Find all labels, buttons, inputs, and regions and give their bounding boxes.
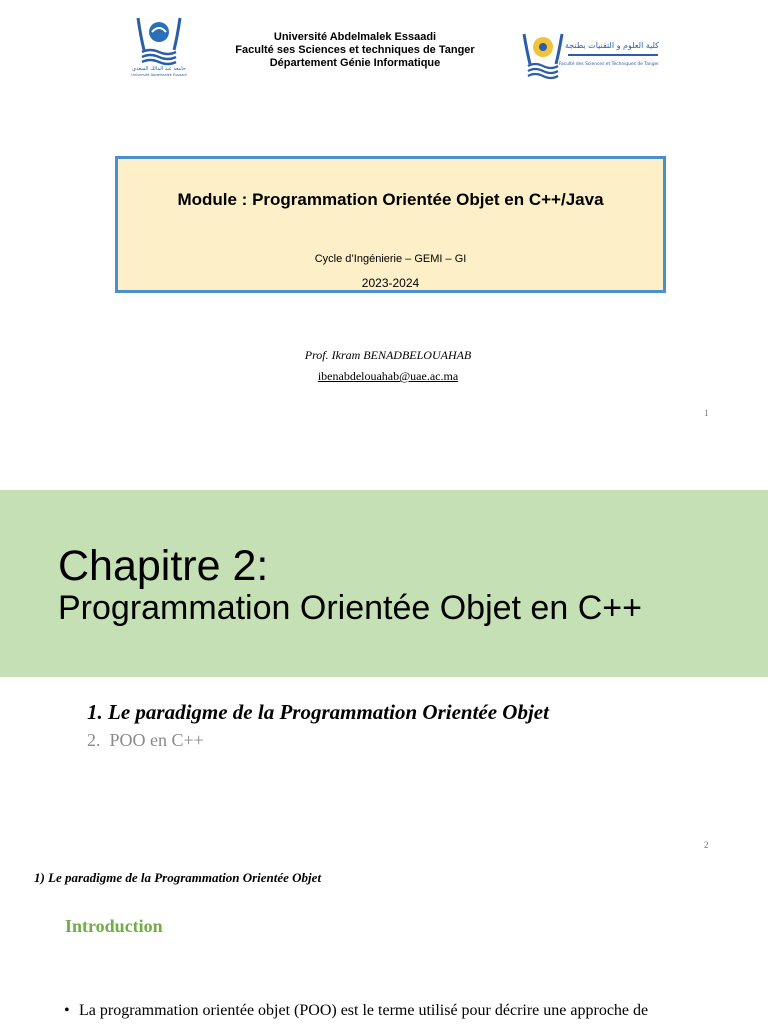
chapter-number: Chapitre 2: xyxy=(58,542,269,590)
professor-email-link[interactable]: ibenabdelouahab@uae.ac.ma xyxy=(317,369,459,383)
module-info-box xyxy=(115,156,666,293)
page-number: 1 xyxy=(704,408,709,418)
content-slide xyxy=(0,864,768,1024)
logo-right-latin-caption: Faculté des Sciences et Techniques de Tanger xyxy=(558,62,659,67)
bullet-text: La programmation orientée objet (POO) est le terme utilisé pour décrire une approche de xyxy=(79,1002,649,1019)
department-name: Département Génie Informatique xyxy=(269,57,441,69)
logo-left-arabic-caption: جامعة عبد المالك السعدي xyxy=(132,66,186,72)
outline-item-inactive: 2. POO en C++ xyxy=(87,730,204,750)
bullet-icon: • xyxy=(64,1002,70,1019)
fst-emblem-icon xyxy=(520,30,665,82)
module-title: Module : Programmation Orientée Objet en C++/Java xyxy=(177,190,604,209)
chapter-banner xyxy=(0,490,768,677)
logo-right-arabic-caption: كلية العلوم و التقنيات بطنجة xyxy=(564,41,659,50)
bullet-item xyxy=(64,1000,704,1022)
section-header: 1) Le paradigme de la Programmation Orientée Objet xyxy=(34,870,322,885)
outline-item-active: 1. Le paradigme de la Programmation Orientée Objet xyxy=(87,700,549,724)
university-header xyxy=(200,31,510,70)
professor-name: Prof. Ikram BENADBELOUAHAB xyxy=(304,348,472,362)
chapter-title: Programmation Orientée Objet en C++ xyxy=(58,589,642,627)
introduction-heading: Introduction xyxy=(65,916,163,936)
module-cycle: Cycle d’Ingénierie – GEMI – GI xyxy=(314,253,467,265)
title-slide xyxy=(0,0,768,432)
university-logo-left xyxy=(130,12,188,78)
faculty-logo-right xyxy=(520,30,665,82)
university-name: Université Abdelmalek Essaadi xyxy=(273,31,437,43)
chapter-slide xyxy=(0,432,768,864)
faculty-name: Faculté ses Sciences et techniques de Tanger xyxy=(235,44,475,56)
logo-left-latin-caption: Université Abdelmalek Essaadi xyxy=(131,73,187,77)
fst-tanger-logo-icon xyxy=(130,12,188,78)
module-year: 2023-2024 xyxy=(361,276,420,290)
page-number: 2 xyxy=(704,840,709,850)
